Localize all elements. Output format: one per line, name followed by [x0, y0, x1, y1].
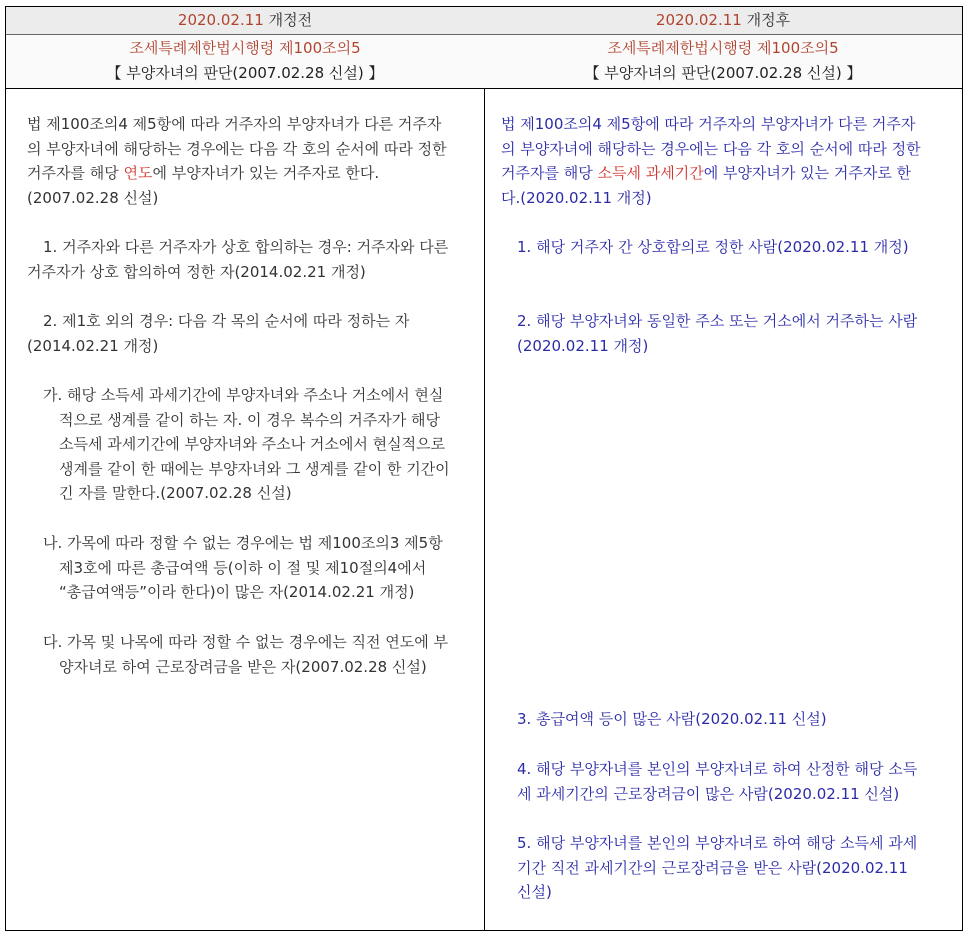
after-header-date: 2020.02.11 — [655, 11, 742, 29]
after-item-2 — [517, 309, 917, 358]
before-intro-line: 의 부양자녀에 해당하는 경우에는 다음 각 호의 순서에 따라 정한 — [27, 139, 447, 158]
item-line: 양자녀로 하여 근로장려금을 받은 자(2007.02.28 신설) — [59, 657, 427, 676]
after-header — [484, 7, 962, 35]
after-title-block — [484, 35, 962, 89]
text-span: 에 부양자녀가 있는 거주자로 한 — [703, 164, 912, 183]
before-intro-line — [27, 161, 447, 186]
before-intro — [27, 112, 447, 210]
highlight-year: 연도 — [123, 164, 153, 183]
text-span: 거주자를 해당 — [27, 164, 124, 183]
before-column — [6, 7, 485, 930]
item-line: 3. 총급여액 등이 많은 사람(2020.02.11 신설) — [517, 710, 827, 728]
after-column — [484, 7, 962, 930]
text-span: 거주자를 해당 — [501, 164, 598, 183]
before-law-title: 조세특례제한법시행령 제100조의5 — [129, 39, 361, 57]
item-line: 가. 해당 소득세 과세기간에 부양자녀와 주소나 거소에서 현실 — [43, 386, 444, 404]
item-line: 2. 제1호 외의 경우: 다음 각 목의 순서에 따라 정하는 자 — [43, 312, 410, 330]
before-item-na — [43, 531, 443, 605]
item-line: “총급여액등”이라 한다)이 많은 자(2014.02.21 개정) — [59, 583, 415, 602]
before-article-title: 【 부양자녀의 판단(2007.02.28 신설) 】 — [106, 64, 384, 82]
item-line: 1. 거주자와 다른 거주자가 상호 합의하는 경우: 거주자와 다른 — [43, 238, 449, 256]
after-intro — [501, 112, 921, 210]
after-item-5 — [517, 831, 917, 905]
after-item-1 — [517, 235, 909, 260]
before-item-2 — [27, 309, 410, 358]
item-line: 생계를 같이 한 때에는 부양자녀와 그 생계를 같이 한 기간이 — [59, 459, 450, 478]
after-item-3 — [517, 707, 827, 732]
after-intro-line: 의 부양자녀에 해당하는 경우에는 다음 각 호의 순서에 따라 정한 — [501, 139, 921, 158]
after-law-title: 조세특례제한법시행령 제100조의5 — [607, 39, 839, 57]
item-line: 4. 해당 부양자녀를 본인의 부양자녀로 하여 산정한 해당 소득 — [517, 760, 918, 778]
highlight-tax-period: 소득세 과세기간 — [597, 164, 704, 183]
item-line: (2020.02.11 개정) — [517, 336, 649, 355]
before-header — [6, 7, 484, 35]
item-line: 나. 가목에 따라 정할 수 없는 경우에는 법 제100조의3 제5항 — [43, 534, 443, 552]
item-line: 5. 해당 부양자녀를 본인의 부양자녀로 하여 해당 소득세 과세 — [517, 834, 918, 852]
item-line: 거주자가 상호 합의하여 정한 자(2014.02.21 개정) — [27, 262, 366, 281]
after-intro-line — [501, 161, 921, 186]
before-intro-line: 법 제100조의4 제5항에 따라 거주자의 부양자녀가 다른 거주자 — [27, 115, 442, 133]
before-intro-line: (2007.02.28 신설) — [27, 188, 159, 207]
item-line: 다. 가목 및 나목에 따라 정할 수 없는 경우에는 직전 연도에 부 — [43, 633, 448, 651]
after-intro-line: 법 제100조의4 제5항에 따라 거주자의 부양자녀가 다른 거주자 — [501, 115, 916, 133]
before-item-da — [43, 630, 448, 679]
item-line: 2. 해당 부양자녀와 동일한 주소 또는 거소에서 거주하는 사람 — [517, 312, 918, 330]
before-item-1 — [27, 235, 449, 284]
after-article-title: 【 부양자녀의 판단(2007.02.28 신설) 】 — [584, 64, 862, 82]
after-intro-line: 다.(2020.02.11 개정) — [501, 188, 652, 207]
item-line: 제3호에 따른 총급여액 등(이하 이 절 및 제10절의4에서 — [59, 558, 427, 577]
item-line: (2014.02.21 개정) — [27, 336, 159, 355]
item-line: 신설) — [517, 883, 552, 902]
item-line: 적으로 생계를 같이 하는 자. 이 경우 복수의 거주자가 해당 — [59, 410, 440, 429]
before-title-block — [6, 35, 484, 89]
before-item-ga — [43, 383, 450, 506]
item-line: 기간 직전 과세기간의 근로장려금을 받은 사람(2020.02.11 — [517, 858, 908, 877]
comparison-table — [5, 6, 963, 931]
after-header-label: 개정후 — [746, 11, 791, 29]
item-line: 1. 해당 거주자 간 상호합의로 정한 사람(2020.02.11 개정) — [517, 238, 909, 256]
text-span: 에 부양자녀가 있는 거주자로 한다. — [152, 164, 380, 183]
before-header-date: 2020.02.11 — [177, 11, 264, 29]
after-item-4 — [517, 757, 917, 806]
item-line: 소득세 과세기간에 부양자녀와 주소나 거소에서 현실적으로 — [59, 435, 446, 454]
item-line: 긴 자를 말한다.(2007.02.28 신설) — [59, 484, 292, 503]
item-line: 세 과세기간의 근로장려금이 많은 사람(2020.02.11 신설) — [517, 784, 900, 803]
before-header-label: 개정전 — [268, 11, 313, 29]
